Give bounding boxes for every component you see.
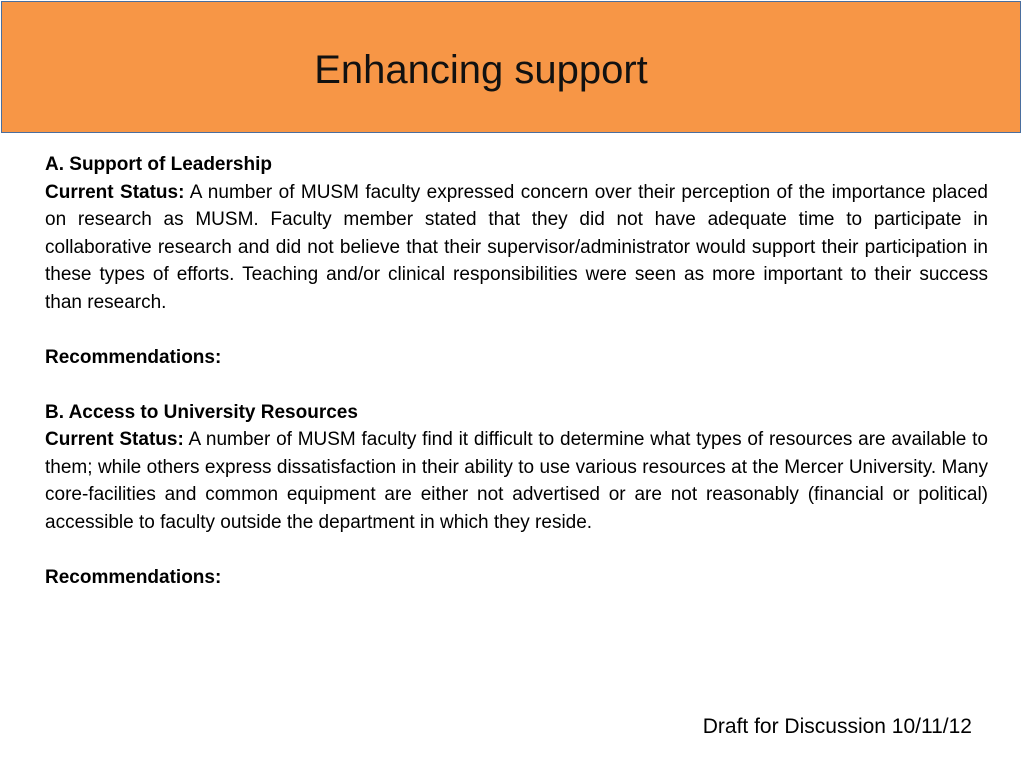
current-status-text: A number of MUSM faculty expressed concern over their perception of the importance placed on research as MUSM. Faculty member stated that they did not have adequate time to participate in collaborative research and did not believe that their supervisor/administrator would support their participation in these types of efforts. Teaching and/or clinical responsibilities were seen as more important to their success than research. (45, 181, 988, 313)
section-university-resources (45, 399, 988, 592)
section-heading: A. Support of Leadership (45, 154, 272, 175)
spacer (45, 536, 988, 564)
title-bar (1, 1, 1021, 133)
recommendations-label: Recommendations: (45, 346, 222, 368)
slide-content (45, 151, 988, 591)
current-status-paragraph (45, 426, 988, 536)
footer-draft-note: Draft for Discussion 10/11/12 (702, 715, 972, 738)
section-leadership (45, 151, 988, 399)
slide-title: Enhancing support (314, 48, 648, 92)
current-status-label: Current Status: (45, 429, 184, 450)
current-status-paragraph (45, 179, 988, 317)
section-heading: B. Access to University Resources (45, 401, 358, 423)
current-status-label: Current Status: (45, 181, 185, 203)
spacer (45, 316, 988, 344)
current-status-text: A number of MUSM faculty find it difficult to determine what types of resources are available to them; while others express dissatisfaction in their ability to use various resources at the Mercer University. Many core-facilities and common equipment are either not advertised or are not reasonably (financial or political) accessible to faculty outside the department in which they reside. (45, 429, 988, 533)
spacer (45, 371, 988, 399)
recommendations-label: Recommendations: (45, 566, 222, 588)
